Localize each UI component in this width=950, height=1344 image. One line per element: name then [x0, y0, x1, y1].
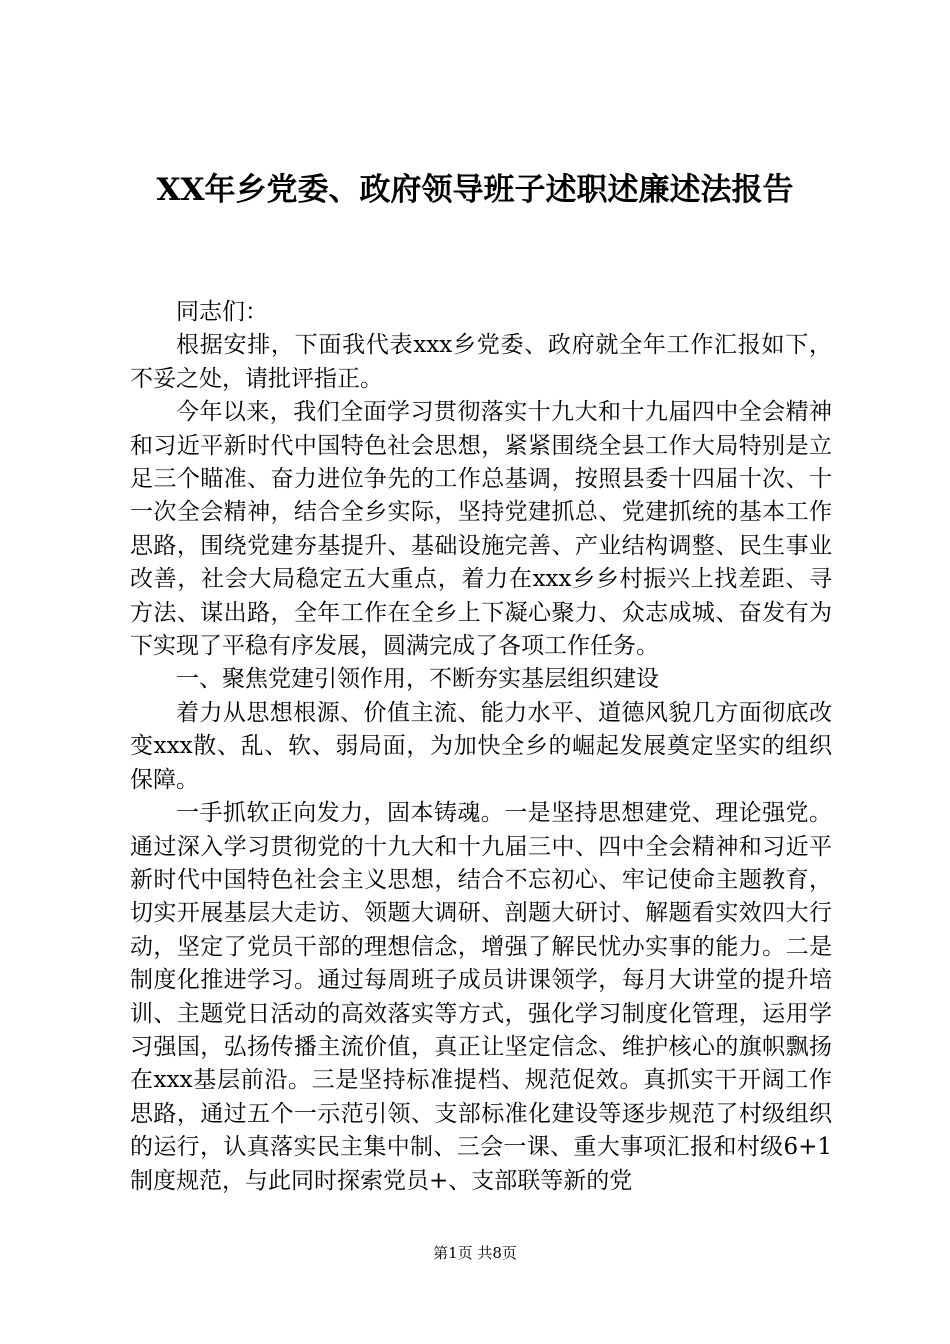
document-title: XX年乡党委、政府领导班子述职述廉述法报告 [156, 172, 794, 208]
section-heading: 一、聚焦党建引领作用，不断夯实基层组织建设 [176, 666, 659, 693]
salutation-paragraph: 同志们： [176, 299, 268, 325]
section-intro-paragraph: 着力从思想根源、价值主流、能力水平、道德风貌几方面彻底改变xxx散、乱、软、弱局面，为加快全乡的崛起发展奠定坚实的组织保障。 [130, 699, 832, 793]
intro-paragraph: 根据安排，下面我代表xxx乡党委、政府就全年工作汇报如下，不妥之处，请批评指正。 [130, 332, 832, 392]
page-number-footer: 第1页 共8页 [433, 1244, 517, 1262]
section-detail-paragraph: 一手抓软正向发力，固本铸魂。一是坚持思想建党、理论强党。通过深入学习贯彻党的十九大和十九届三中、四中全会精神和习近平新时代中国特色社会主义思想，结合不忘初心、牢记使命主题教育，切实开展基层大走访、领题大调研、剖题大研讨、解题看实效四大行动，坚定了党员干部的理想信念，增强了解民忧办实事的能力。二是制度化推进学习。通过每周班子成员讲课领学，每月大讲堂的提升培训、主题党日活动的高效落实等方式，强化学习制度化管理，运用学习强国，弘扬传播主流价值，真正让坚定信念、维护核心的旗帜飘扬在xxx基层前沿。三是坚持标准提档、规范促效。真抓实干开阔工作思路，通过五个一示范引领、支部标准化建设等逐步规范了村级组织的运行，认真落实民主集中制、三会一课、重大事项汇报和村级6+1制度规范，与此同时探索党员+、支部联等新的党 [130, 800, 832, 1194]
overview-paragraph: 今年以来，我们全面学习贯彻落实十九大和十九届四中全会精神和习近平新时代中国特色社会思想，紧紧围绕全县工作大局特别是立足三个瞄准、奋力进位争先的工作总基调，按照县委十四届十次、十一次全会精神，结合全乡实际，坚持党建抓总、党建抓统的基本工作思路，围绕党建夯基提升、基础设施完善、产业结构调整、民生事业改善，社会大局稳定五大重点，着力在xxx乡乡村振兴上找差距、寻方法、谋出路，全年工作在全乡上下凝心聚力、众志成城、奋发有为下实现了平稳有序发展，圆满完成了各项工作任务。 [130, 399, 832, 660]
document-body [130, 296, 832, 1198]
